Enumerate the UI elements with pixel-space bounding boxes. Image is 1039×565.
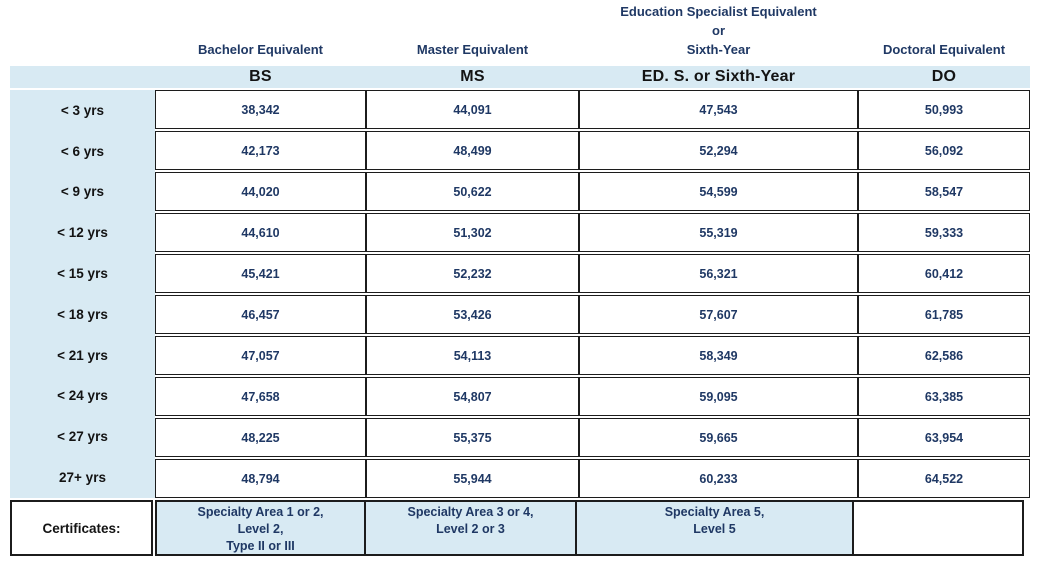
salary-grid bbox=[155, 90, 1030, 498]
column-header-line: or bbox=[712, 23, 725, 38]
salary-cell: 44,091 bbox=[366, 90, 579, 129]
salary-cell: 50,622 bbox=[366, 172, 579, 211]
certificate-cell bbox=[364, 500, 577, 556]
salary-cell: 45,421 bbox=[155, 254, 366, 293]
column-header-line: Doctoral Equivalent bbox=[882, 42, 1006, 57]
experience-row-label: < 3 yrs bbox=[60, 102, 105, 118]
column-header-line: Master Equivalent bbox=[416, 42, 529, 57]
salary-cell: 44,610 bbox=[155, 213, 366, 252]
column-headers bbox=[10, 0, 1030, 66]
certificate-cell bbox=[852, 500, 1024, 556]
salary-cell: 61,785 bbox=[858, 295, 1030, 334]
certificate-cell bbox=[155, 500, 366, 556]
salary-cell: 38,342 bbox=[155, 90, 366, 129]
column-header-do bbox=[858, 40, 1030, 66]
salary-cell: 48,794 bbox=[155, 459, 366, 498]
salary-cell: 48,225 bbox=[155, 418, 366, 457]
experience-row-label: < 6 yrs bbox=[60, 143, 105, 159]
salary-cell: 56,321 bbox=[579, 254, 858, 293]
experience-row-label: < 27 yrs bbox=[57, 429, 108, 445]
certificates-label: Certificates: bbox=[10, 500, 153, 556]
table-body bbox=[10, 90, 1030, 498]
band-label: MS bbox=[460, 68, 485, 85]
certificate-cell bbox=[575, 500, 854, 556]
salary-cell: 57,607 bbox=[579, 295, 858, 334]
column-header-ms bbox=[366, 40, 579, 66]
experience-row-label: < 18 yrs bbox=[57, 306, 108, 322]
certificate-cell-line: Level 2 or 3 bbox=[436, 522, 505, 536]
column-header-ed-s-or-sixth-year bbox=[579, 2, 858, 66]
experience-label-column bbox=[10, 90, 155, 498]
experience-row-label: < 12 yrs bbox=[57, 225, 108, 241]
certificate-cell-line: Specialty Area 1 or 2, bbox=[197, 505, 324, 519]
experience-row-label: < 21 yrs bbox=[57, 347, 108, 363]
salary-cell: 54,807 bbox=[366, 377, 579, 416]
column-header-line: Sixth-Year bbox=[686, 42, 751, 57]
salary-cell: 59,665 bbox=[579, 418, 858, 457]
salary-cell: 63,385 bbox=[858, 377, 1030, 416]
salary-cell: 47,057 bbox=[155, 336, 366, 375]
salary-cell: 56,092 bbox=[858, 131, 1030, 170]
certificate-cell-line: Specialty Area 5, bbox=[664, 505, 765, 519]
salary-cell: 62,586 bbox=[858, 336, 1030, 375]
header-spacer bbox=[10, 59, 155, 66]
certificates-cells bbox=[155, 500, 1030, 556]
salary-cell: 48,499 bbox=[366, 131, 579, 170]
experience-row-label: < 24 yrs bbox=[57, 388, 108, 404]
salary-cell: 54,599 bbox=[579, 172, 858, 211]
salary-schedule-table bbox=[10, 0, 1030, 556]
certificate-cell-line: Level 5 bbox=[693, 522, 736, 536]
salary-cell: 58,547 bbox=[858, 172, 1030, 211]
salary-cell: 59,333 bbox=[858, 213, 1030, 252]
salary-cell: 50,993 bbox=[858, 90, 1030, 129]
salary-cell: 60,233 bbox=[579, 459, 858, 498]
certificates-row bbox=[10, 500, 1030, 556]
salary-cell: 47,658 bbox=[155, 377, 366, 416]
salary-cell: 55,375 bbox=[366, 418, 579, 457]
salary-cell: 47,543 bbox=[579, 90, 858, 129]
certificate-cell-line: Specialty Area 3 or 4, bbox=[407, 505, 534, 519]
salary-cell: 44,020 bbox=[155, 172, 366, 211]
column-header-line: Bachelor Equivalent bbox=[198, 42, 323, 57]
salary-cell: 52,294 bbox=[579, 131, 858, 170]
experience-row-label: 27+ yrs bbox=[59, 470, 106, 486]
salary-cell: 52,232 bbox=[366, 254, 579, 293]
salary-cell: 59,095 bbox=[579, 377, 858, 416]
salary-cell: 51,302 bbox=[366, 213, 579, 252]
salary-cell: 58,349 bbox=[579, 336, 858, 375]
salary-cell: 64,522 bbox=[858, 459, 1030, 498]
certificate-cell-line: Level 2, bbox=[237, 522, 284, 536]
salary-cell: 42,173 bbox=[155, 131, 366, 170]
salary-cell: 54,113 bbox=[366, 336, 579, 375]
salary-cell: 60,412 bbox=[858, 254, 1030, 293]
column-header-line: Education Specialist Equivalent bbox=[620, 4, 817, 19]
band-label: DO bbox=[931, 68, 957, 85]
certificate-cell-line: Type II or III bbox=[226, 539, 295, 553]
column-header-bs bbox=[155, 40, 366, 66]
salary-cell: 55,319 bbox=[579, 213, 858, 252]
experience-row-label: < 9 yrs bbox=[60, 184, 105, 200]
degree-band bbox=[10, 66, 1030, 88]
band-spacer bbox=[10, 66, 155, 88]
experience-row-label: < 15 yrs bbox=[57, 266, 108, 282]
salary-cell: 46,457 bbox=[155, 295, 366, 334]
salary-cell: 63,954 bbox=[858, 418, 1030, 457]
band-label: BS bbox=[249, 68, 272, 85]
band-label: ED. S. or Sixth-Year bbox=[641, 68, 796, 85]
salary-cell: 53,426 bbox=[366, 295, 579, 334]
salary-cell: 55,944 bbox=[366, 459, 579, 498]
